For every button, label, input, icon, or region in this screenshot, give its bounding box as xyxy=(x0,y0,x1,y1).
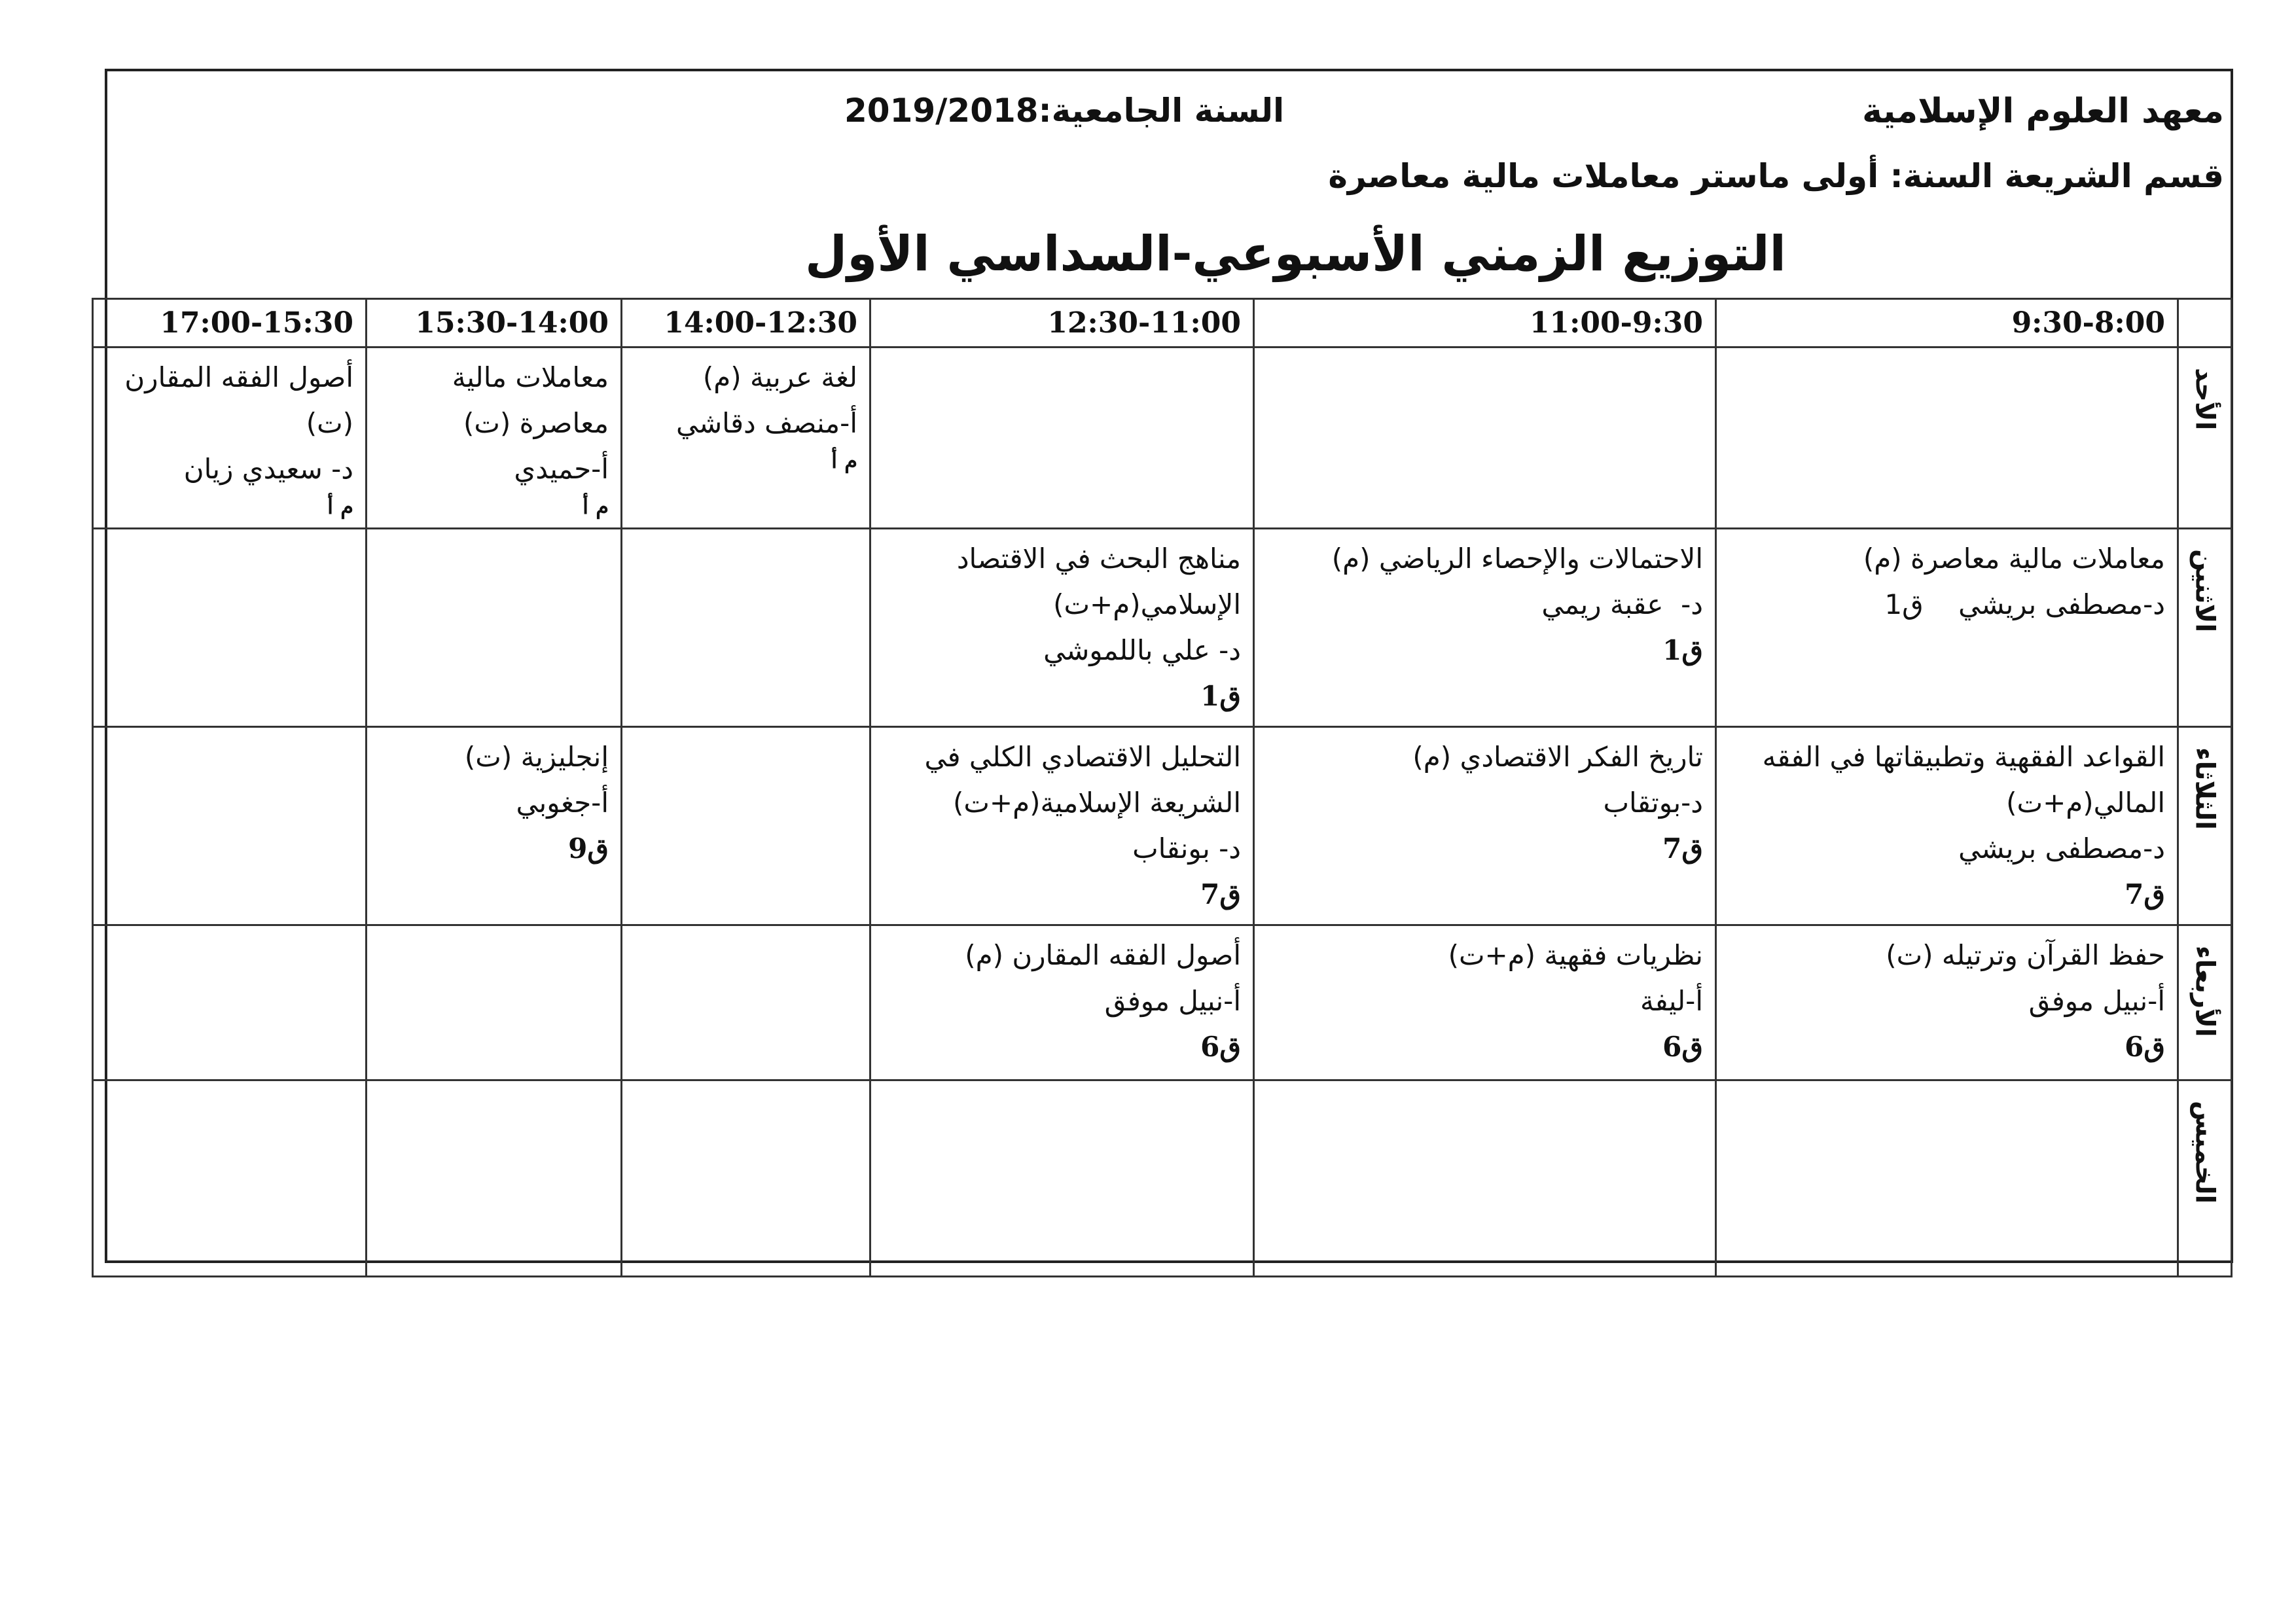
session-cell xyxy=(622,348,870,529)
room-label: ق6 xyxy=(1200,1031,1241,1063)
department-line: قسم الشريعة السنة: أولى ماستر معاملات مالية معاصرة xyxy=(1328,157,2224,195)
day-row xyxy=(93,348,2232,529)
weekly-schedule-table xyxy=(92,298,2233,1277)
session-cell xyxy=(1716,348,2178,529)
day-label: الأحد xyxy=(2189,368,2220,431)
teacher-name: د-مصطفى بريشي ق1 xyxy=(1884,588,2165,620)
page-title: التوزيع الزمني الأسبوعي-السداسي الأول xyxy=(805,226,1786,282)
day-row xyxy=(93,1080,2232,1277)
room-label: ق7 xyxy=(1200,878,1241,910)
session-cell xyxy=(622,727,870,925)
course-name: معاملات مالية معاصرة (م) xyxy=(1863,543,2165,575)
day-row xyxy=(93,925,2232,1080)
day-label: الخميس xyxy=(2189,1101,2220,1204)
course-name: التحليل الاقتصادي الكلي في الشريعة الإسلامية(م+ت) xyxy=(916,741,1241,819)
day-label: الثلاثاء xyxy=(2189,747,2220,830)
time-header-row xyxy=(93,299,2232,348)
session-cell xyxy=(367,529,622,727)
session-cell xyxy=(367,727,622,925)
session-cell xyxy=(1254,727,1716,925)
teacher-name: أ-جغوبي xyxy=(516,787,609,819)
room-label: م أ xyxy=(583,494,609,519)
teacher-name: د- بونقاب xyxy=(1132,832,1241,865)
session-cell xyxy=(367,925,622,1080)
course-name: معاملات مالية معاصرة (ت) xyxy=(443,361,609,439)
time-slot: 17:00-15:30 xyxy=(93,299,367,348)
course-name: أصول الفقه المقارن (ت) xyxy=(116,361,353,439)
teacher-name: أ-نبيل موفق xyxy=(2028,985,2165,1017)
session-cell xyxy=(870,727,1254,925)
room-label: ق6 xyxy=(1662,1031,1703,1063)
course-name: الاحتمالات والإحصاء الرياضي (م) xyxy=(1331,543,1703,575)
room-label: ق6 xyxy=(2125,1031,2165,1063)
session-cell xyxy=(1254,925,1716,1080)
session-cell xyxy=(1254,529,1716,727)
room-label: م أ xyxy=(831,448,857,473)
session-cell xyxy=(1254,1080,1716,1277)
day-label: الاثنين xyxy=(2189,549,2220,633)
day-label-cell xyxy=(2178,529,2232,727)
session-cell xyxy=(93,529,367,727)
teacher-name: أ-ليفة xyxy=(1640,985,1703,1017)
session-cell xyxy=(1716,727,2178,925)
institute-name: معهد العلوم الإسلامية xyxy=(1862,92,2224,131)
session-cell xyxy=(367,1080,622,1277)
room-label: م أ xyxy=(327,494,353,519)
session-cell xyxy=(93,925,367,1080)
course-name: نظريات فقهية (م+ت) xyxy=(1448,939,1703,971)
room-label: ق7 xyxy=(1662,832,1703,865)
session-cell xyxy=(622,529,870,727)
room-label: ق7 xyxy=(2125,878,2165,910)
day-label-cell xyxy=(2178,727,2232,925)
session-cell xyxy=(367,348,622,529)
corner-cell xyxy=(2178,299,2232,348)
session-cell xyxy=(870,348,1254,529)
day-row xyxy=(93,529,2232,727)
time-slot: 15:30-14:00 xyxy=(367,299,622,348)
course-name: أصول الفقه المقارن (م) xyxy=(965,939,1241,971)
teacher-name: أ-حميدي xyxy=(514,453,609,485)
day-row xyxy=(93,727,2232,925)
session-cell xyxy=(1716,1080,2178,1277)
time-slot: 14:00-12:30 xyxy=(622,299,870,348)
academic-year: السنة الجامعية:2019/2018 xyxy=(844,92,1285,130)
session-cell xyxy=(1716,925,2178,1080)
course-name: القواعد الفقهية وتطبيقاتها في الفقه المالي(م+ت) xyxy=(1753,741,2165,819)
session-cell xyxy=(870,925,1254,1080)
session-cell xyxy=(93,348,367,529)
time-slot: 11:00-9:30 xyxy=(1254,299,1716,348)
time-slot: 12:30-11:00 xyxy=(870,299,1254,348)
room-label: ق9 xyxy=(568,832,609,865)
teacher-name: د-بوتقاب xyxy=(1603,787,1703,819)
day-label-cell xyxy=(2178,1080,2232,1277)
day-label: الأربعاء xyxy=(2189,946,2220,1037)
session-cell xyxy=(622,925,870,1080)
session-cell xyxy=(1716,529,2178,727)
teacher-name: أ-منصف دقاشي xyxy=(675,407,857,439)
session-cell xyxy=(622,1080,870,1277)
session-cell xyxy=(93,727,367,925)
room-label: ق1 xyxy=(1200,680,1241,712)
day-label-cell xyxy=(2178,348,2232,529)
course-name: إنجليزية (ت) xyxy=(464,741,609,773)
time-slot: 9:30-8:00 xyxy=(1716,299,2178,348)
teacher-name: د- عقبة ريمي xyxy=(1541,588,1703,620)
session-cell xyxy=(870,1080,1254,1277)
day-label-cell xyxy=(2178,925,2232,1080)
course-name: حفظ القرآن وترتيله (ت) xyxy=(1886,939,2165,971)
room-label: ق1 xyxy=(1662,634,1703,666)
session-cell xyxy=(1254,348,1716,529)
course-name: مناهج البحث في الاقتصاد الإسلامي(م+ت) xyxy=(948,543,1241,620)
session-cell xyxy=(870,529,1254,727)
session-cell xyxy=(93,1080,367,1277)
teacher-name: د-مصطفى بريشي xyxy=(1958,832,2165,865)
course-name: لغة عربية (م) xyxy=(702,361,857,393)
course-name: تاريخ الفكر الاقتصادي (م) xyxy=(1412,741,1703,773)
teacher-name: أ-نبيل موفق xyxy=(1104,985,1241,1017)
teacher-name: د- علي باللموشي xyxy=(1043,634,1241,666)
teacher-name: د- سعيدي زيان xyxy=(183,453,353,485)
